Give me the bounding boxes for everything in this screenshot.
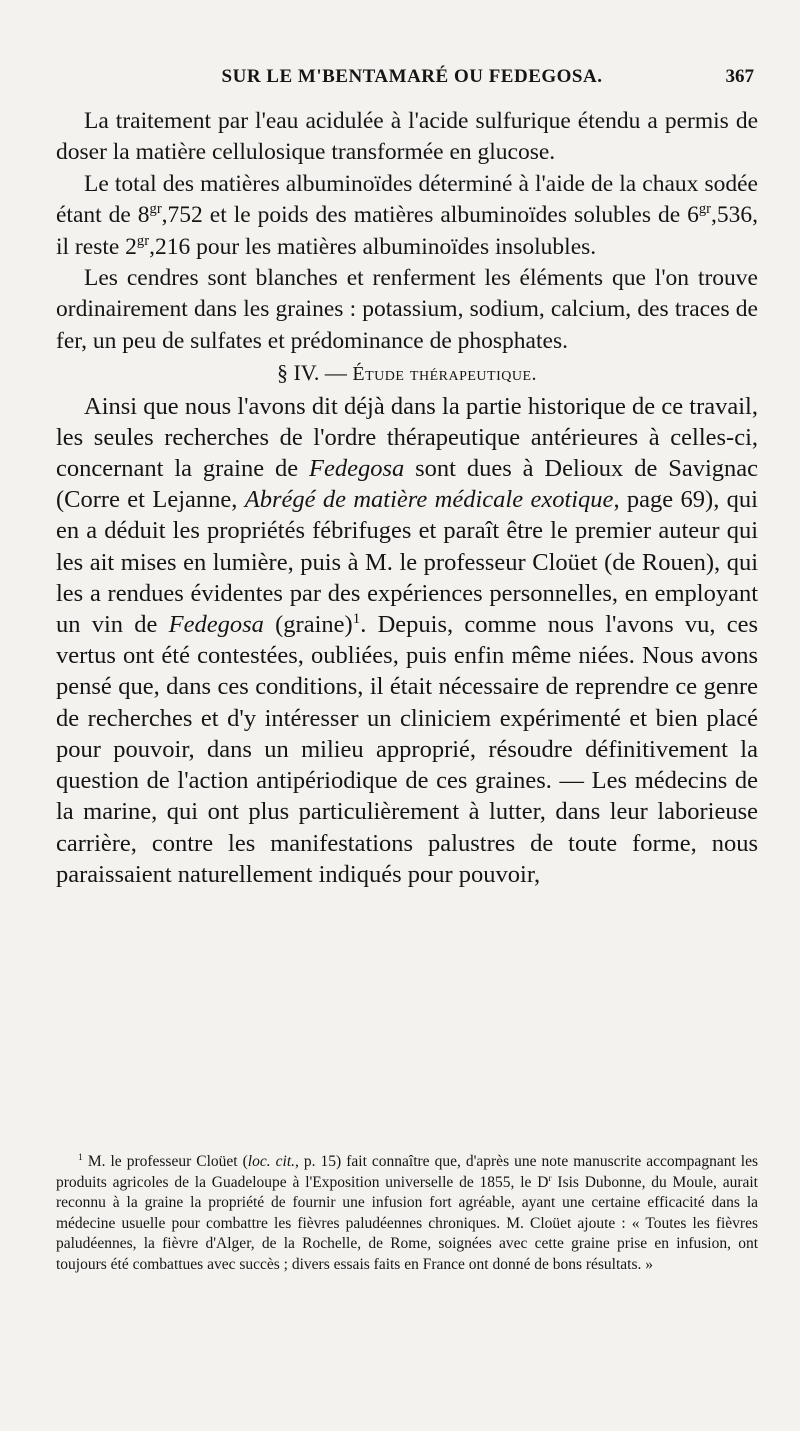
paragraph-albuminoids [56,169,758,263]
section-title: Étude thérapeutique. [352,363,538,386]
section-heading [56,357,758,390]
text-run: (graine) [263,611,353,639]
text-run: ,216 pour les matières albuminoïdes insolubles. [149,233,597,260]
text-run: . Depuis, comme nous l'avons vu, ces vertus ont été contestées, oubliées, puis enfin même niées. Nous avons pensé que, dans ces conditions, il était nécessaire de reprendre ce genre de recherches et d'y intéresser un cliniciem expérimenté et bien placé pour pouvoir, dans un milieu approprié, résoudre définitivement la question de l'action antipériodique de ces graines. — Les médecins de la marine, qui ont plus particulièrement à lutter, dans leur laborieuse carrière, contre les manifestations palustres de toute forme, nous paraissaient naturellement indiqués pour pouvoir, [56,611,758,888]
text-run: ,536, il reste 2 [56,202,758,260]
page-number: 367 [725,66,754,87]
text-run: Ainsi que nous l'avons dit déjà dans la partie historique de ce travail, les seules recherches de l'ordre thérapeutique antérieures à celles-ci, concernant la graine de [56,392,758,483]
footnote-paragraph [56,1152,758,1275]
section-number: § IV. [276,360,320,386]
text-run: M. le professeur Cloüet ( [82,1153,248,1170]
unit-superscript: gr [149,201,162,218]
footnote [56,1152,758,1275]
paragraph-ashes: Les cendres sont blanches et renferment les éléments que l'on trouve ordinairement dans les graines : potassium, sodium, calcium, des traces de fer, un peu de sulfates et prédominance de phosphates. [56,265,758,354]
running-title: SUR LE M'BENTAMARÉ OU FEDEGOSA. [221,66,603,87]
text-run: , p. 15) fait connaître que, d'après une note manuscrite accompagnant les produits agricoles de la Guadeloupe à l'Exposition universelle de 1855, le D [56,1153,758,1191]
text-run: Le total des matières albuminoïdes déterminé à l'aide de la chaux sodée étant de 8 [56,170,758,229]
paragraph-therapeutic-study [56,391,758,890]
body-text [56,106,758,890]
text-run: Isis Dubonne, du Moule, aurait reconnu à la graine la propriété de fournir une infusion fort agréable, ayant une certaine efficacité dans la médecine usuelle pour combattre les fièvres paludéennes chroniques. M. Cloüet ajoute : « Toutes les fièvres paludéennes, la fièvre d'Alger, de la Rochelle, de Rome, soignées avec cette graine prise en infusion, ont toujours été combattues avec succès ; divers essais faits en France ont donné de bons résultats. » [56,1173,758,1273]
footnote-reference[interactable]: 1 [352,609,361,627]
title-superscript: r [548,1172,552,1184]
footnote-mark: 1 [78,1151,83,1163]
running-header [70,66,754,96]
italic-term: Fedegosa [168,611,264,639]
text-run: , page 69), qui en a déduit les propriétés fébrifuges et paraît être le premier auteur qui les ait mises en lumière, puis à M. le professeur Cloüet (de Rouen), qui les a rendues évidentes par des expériences personnelles, en employant un vin de [56,486,758,639]
section-dash: — [324,360,347,386]
unit-superscript: gr [698,201,711,218]
text-run: sont dues à Delioux de Savignac (Corre et Lejanne, [56,455,758,514]
unit-superscript: gr [136,232,150,249]
paragraph-cellulose: La traitement par l'eau acidulée à l'acide sulfurique étendu a permis de doser la matière cellulosique transformée en glucose. [56,108,758,166]
text-run: ,752 et le poids des matières albuminoïdes solubles de 6 [161,202,699,229]
italic-citation: loc. cit. [247,1153,295,1170]
italic-book-title: Abrégé de matière médicale exotique [244,486,614,514]
italic-term: Fedegosa [309,455,405,483]
